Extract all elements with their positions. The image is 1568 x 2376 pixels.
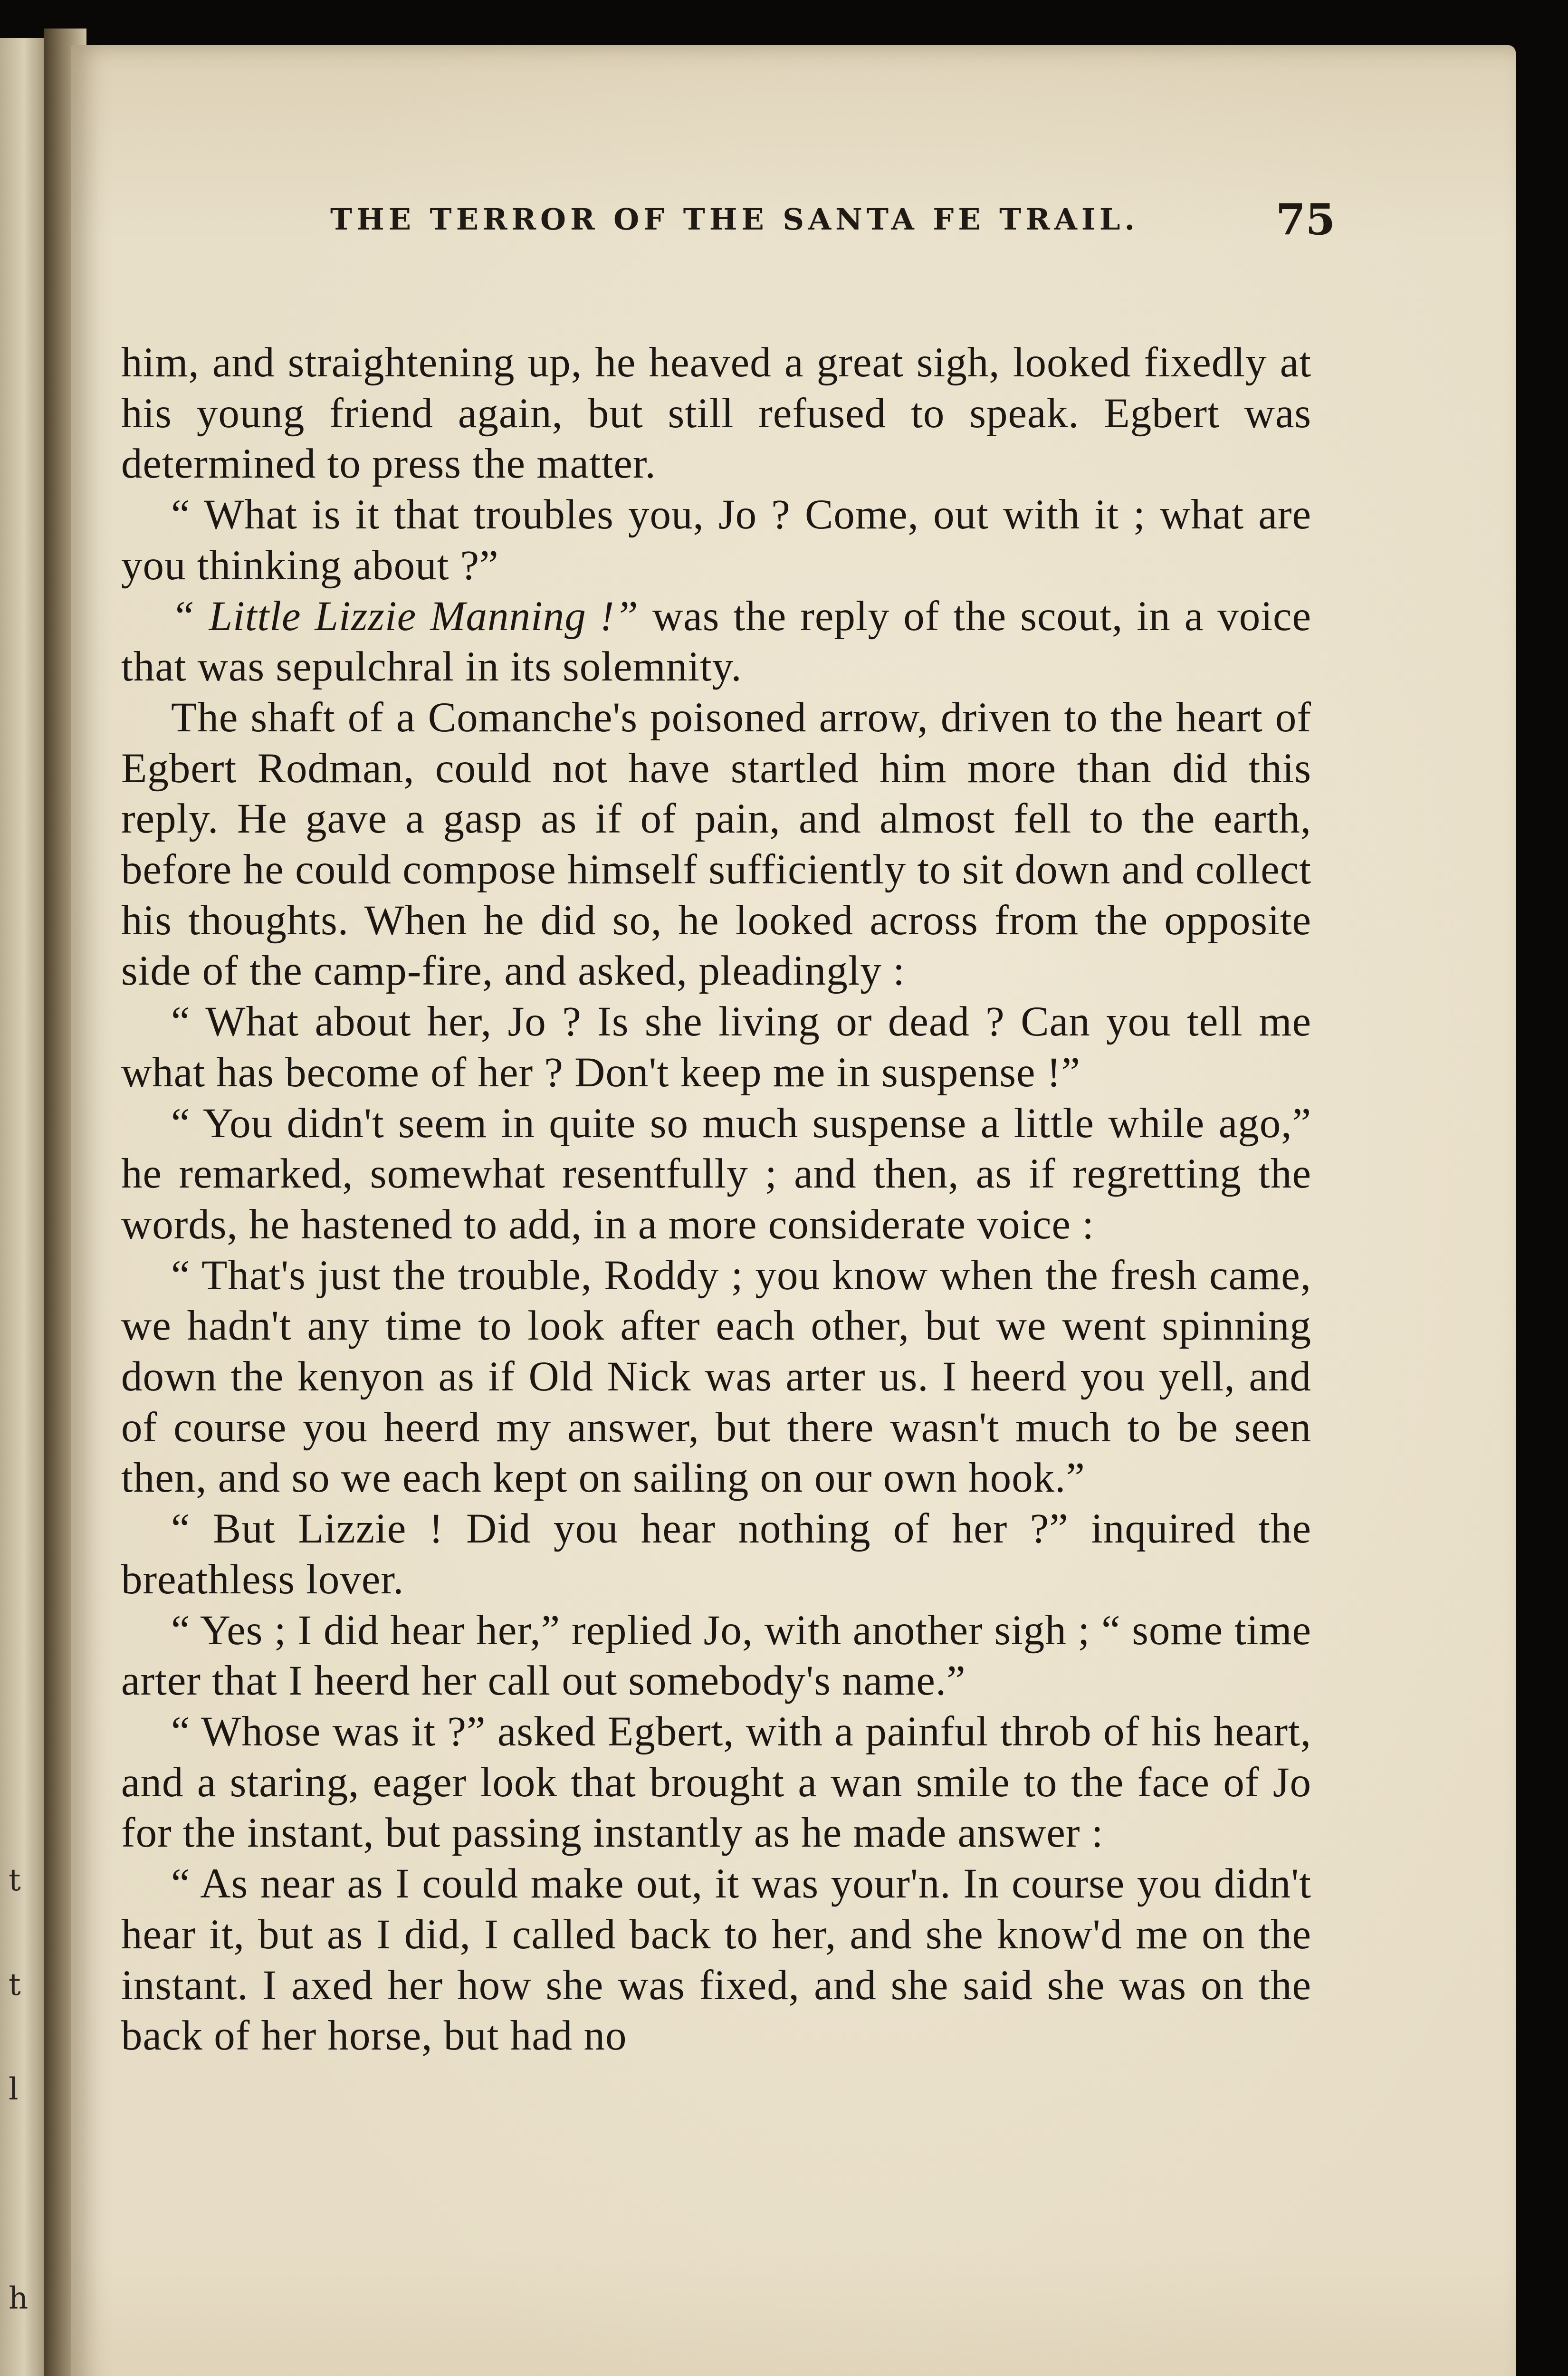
paragraph: “ As near as I could make out, it was your'n. In course you didn't hear it, but as I did, I called back to her, and she know'd me on the instant. I axed her how she was fixed, and she said she was on the back of her horse, but had no — [121, 1860, 1311, 2060]
paragraph: The shaft of a Comanche's poisoned arrow, driven to the heart of Egbert Rodman, could not have startled him more than did this reply. He gave a gasp as if of pain, and almost fell to the earth, before he could compose himself sufficiently to sit down and collect his thoughts. When he did so, he looked across from the opposite side of the camp-fire, and asked, pleadingly : — [121, 694, 1311, 995]
paragraph: “ What about her, Jo ? Is she living or dead ? Can you tell me what has become of her ? Don't keep me in suspense !” — [121, 998, 1311, 1096]
previous-page-fragment: h — [9, 2281, 29, 2316]
previous-page-fragment: l — [9, 2072, 19, 2107]
running-header — [71, 194, 1516, 254]
paragraph: “ But Lizzie ! Did you hear nothing of her ?” inquired the breathless lover. — [121, 1505, 1311, 1603]
previous-page-fragment: t — [9, 1863, 21, 1898]
page-number: 75 — [1276, 194, 1336, 245]
paragraph: “ Whose was it ?” asked Egbert, with a painful throb of his heart, and a staring, eager look that brought a wan smile to the face of Jo for the instant, but passing instantly as he made answer : — [121, 1708, 1311, 1857]
paragraph: “ That's just the trouble, Roddy ; you know when the fresh came, we hadn't any time to look after each other, but we went spinning down the kenyon as if Old Nick was arter us. I heerd you yell, and of course you heerd my answer, but there wasn't much to be seen then, and so we each kept on sailing on our own hook.” — [121, 1252, 1311, 1502]
paragraph-text: was the reply of the scout, in a voice that was sepulchral in its solemnity. — [121, 593, 1312, 690]
book-page — [71, 45, 1516, 2376]
paragraph: “ Yes ; I did hear her,” replied Jo, with another sigh ; “ some time arter that I heerd her call out somebody's name.” — [121, 1607, 1311, 1705]
running-head-title: THE TERROR OF THE SANTA FE TRAIL. — [330, 202, 1139, 237]
paragraph: “ You didn't seem in quite so much suspense a little while ago,” he remarked, somewhat resentfully ; and then, as if regretting the words, he hastened to add, in a more considerate voice : — [121, 1100, 1311, 1248]
body-text — [121, 337, 1311, 2061]
paragraph: him, and straightening up, he heaved a great sigh, looked fixedly at his young friend again, but still refused to speak. Egbert was determined to press the matter. — [121, 339, 1311, 488]
previous-page-fragment: t — [9, 1967, 21, 2002]
italic-quote: “ Little Lizzie Manning !” — [171, 593, 639, 640]
previous-page-edge — [0, 38, 44, 2376]
paragraph: “ What is it that troubles you, Jo ? Come, out with it ; what are you thinking about ?” — [121, 491, 1311, 589]
paragraph — [121, 591, 1311, 692]
